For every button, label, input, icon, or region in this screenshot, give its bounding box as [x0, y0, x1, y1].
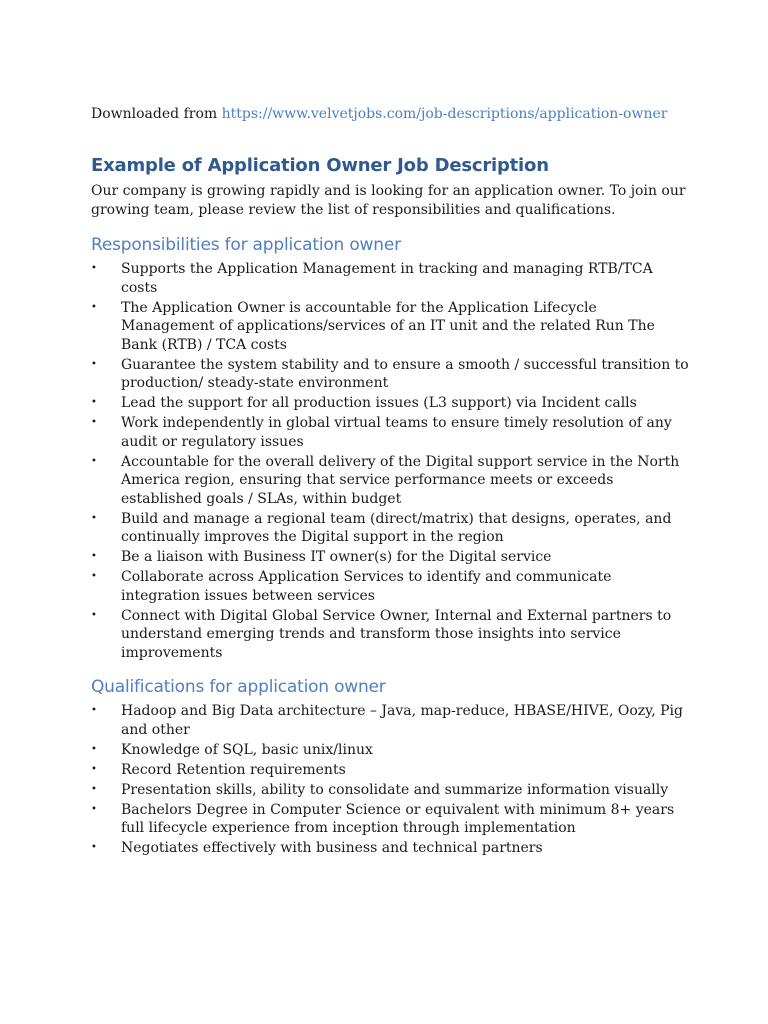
- source-link[interactable]: https://www.velvetjobs.com/job-descriptions/application-owner: [221, 106, 668, 122]
- qualification-text: Hadoop and Big Data architecture – Java, map-reduce, HBASE/HIVE, Oozy, Pig and other: [121, 703, 683, 738]
- responsibility-item: [91, 299, 691, 355]
- bullet-icon: •: [91, 803, 97, 815]
- qualifications-heading: Qualifications for application owner: [91, 677, 386, 697]
- responsibility-text: Collaborate across Application Services to identify and communicate integration issues between services: [121, 569, 612, 604]
- source-line: [91, 104, 691, 124]
- document-page: [91, 104, 691, 859]
- responsibility-text: Be a liaison with Business IT owner(s) for the Digital service: [121, 549, 552, 565]
- responsibility-item: [91, 548, 691, 567]
- bullet-icon: •: [91, 301, 97, 313]
- responsibility-text: Build and manage a regional team (direct/matrix) that designs, operates, and continually improves the Digital support in the region: [121, 510, 672, 545]
- responsibility-text: Supports the Application Management in tracking and managing RTB/TCA costs: [121, 261, 653, 296]
- qualification-text: Negotiates effectively with business and technical partners: [121, 840, 543, 856]
- bullet-icon: •: [91, 743, 97, 755]
- bullet-icon: •: [91, 705, 97, 716]
- responsibility-item: [91, 607, 691, 663]
- source-prefix: Downloaded from: [91, 106, 222, 122]
- bullet-icon: •: [91, 397, 97, 408]
- qualification-item: [91, 702, 691, 739]
- bullet-icon: •: [91, 571, 97, 582]
- responsibility-item: [91, 453, 691, 509]
- responsibility-text: Accountable for the overall delivery of the Digital support service in the North America region, ensuring that service performance meets or exceeds established goals / SLAs, within budget: [121, 453, 680, 507]
- responsibility-item: [91, 510, 691, 547]
- responsibility-text: Guarantee the system stability and to ensure a smooth / successful transition to production/ steady-state environment: [121, 356, 689, 391]
- bullet-icon: •: [91, 358, 97, 370]
- qualification-item: [91, 839, 691, 858]
- bullet-icon: •: [91, 763, 97, 775]
- responsibility-item: [91, 260, 691, 297]
- qualification-item: [91, 801, 691, 838]
- responsibility-item: [91, 356, 691, 393]
- responsibility-text: Work independently in global virtual teams to ensure timely resolution of any audit or regulatory issues: [121, 415, 672, 450]
- intro-paragraph: Our company is growing rapidly and is looking for an application owner. To join our growing team, please review the list of responsibilities and qualifications.: [91, 183, 686, 218]
- responsibility-text: The Application Owner is accountable for the Application Lifecycle Management of applications/services of an IT unit and the related Run The Bank (RTB) / TCA costs: [121, 299, 655, 353]
- document-title: Example of Application Owner Job Description: [91, 155, 549, 176]
- bullet-icon: •: [91, 842, 97, 853]
- responsibilities-list: [91, 260, 691, 662]
- responsibilities-heading: Responsibilities for application owner: [91, 235, 401, 255]
- qualification-text: Record Retention requirements: [121, 761, 346, 778]
- responsibility-item: [91, 568, 691, 605]
- responsibility-text: Lead the support for all production issues (L3 support) via Incident calls: [121, 395, 637, 411]
- bullet-icon: •: [91, 609, 97, 621]
- qualification-text: Knowledge of SQL, basic unix/linux: [121, 741, 373, 758]
- bullet-icon: •: [91, 551, 97, 562]
- qualification-item: [91, 781, 691, 800]
- bullet-icon: •: [91, 783, 97, 795]
- qualifications-list: [91, 702, 691, 858]
- qualification-text: Presentation skills, ability to consolidate and summarize information visually: [121, 781, 669, 798]
- responsibility-item: [91, 394, 691, 413]
- responsibility-item: [91, 414, 691, 451]
- bullet-icon: •: [91, 263, 97, 274]
- qualification-text: Bachelors Degree in Computer Science or equivalent with minimum 8+ years full lifecycle experience from inception through implementation: [121, 801, 675, 836]
- bullet-icon: •: [91, 417, 97, 428]
- bullet-icon: •: [91, 455, 97, 467]
- bullet-icon: •: [91, 512, 97, 524]
- qualification-item: [91, 761, 691, 780]
- responsibility-text: Connect with Digital Global Service Owner, Internal and External partners to understand emerging trends and transform those insights into service improvements: [121, 607, 672, 661]
- qualification-item: [91, 741, 691, 760]
